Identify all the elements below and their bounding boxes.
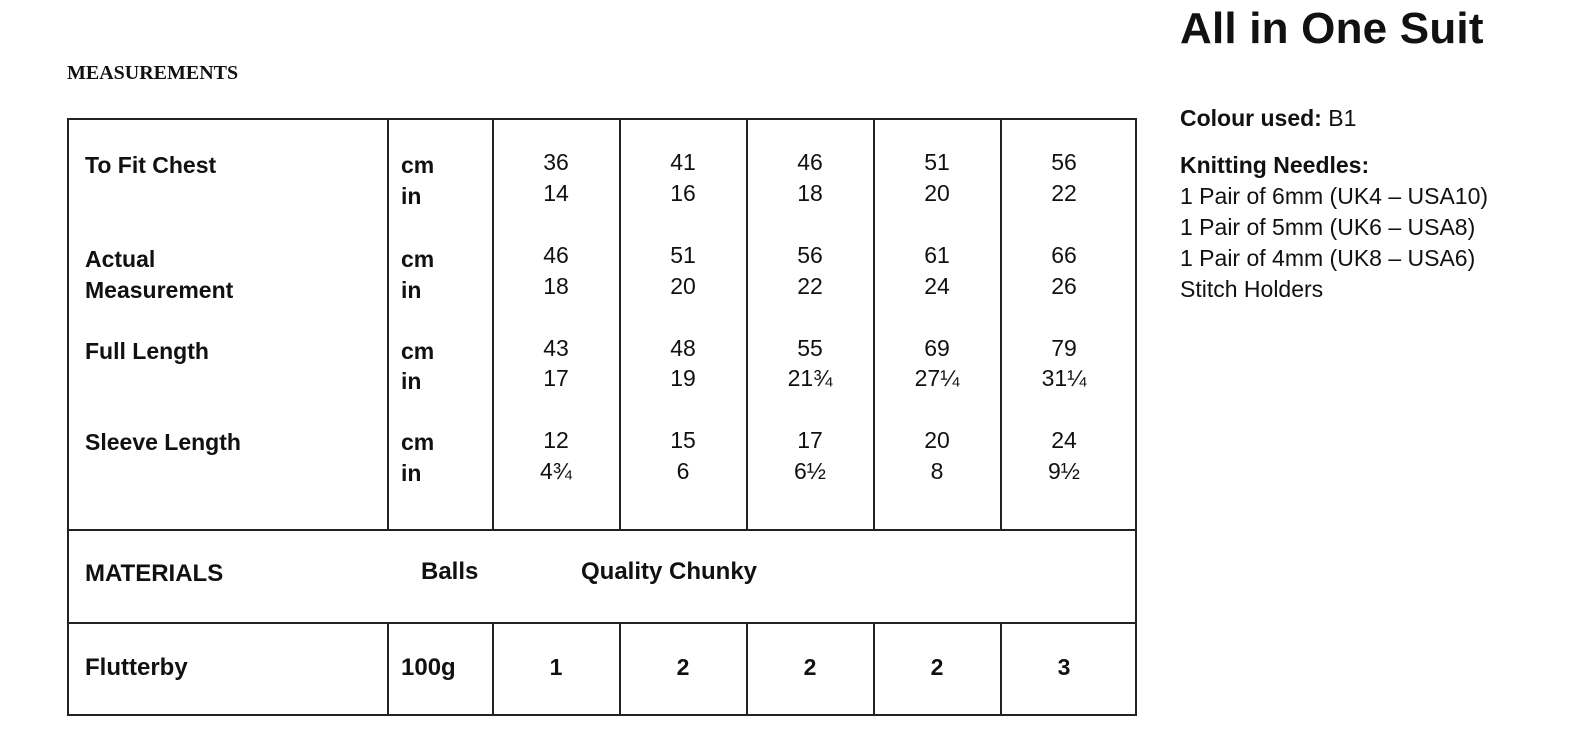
cell-value: 66 (1051, 242, 1077, 268)
cell-value: 31¼ (1041, 365, 1087, 391)
cell-value: 18 (797, 180, 823, 206)
cell-value: 9½ (1048, 458, 1080, 484)
colour-label: Colour used: (1180, 105, 1322, 131)
cell-value: 24 (1051, 427, 1077, 453)
yarn-weight: 100g (401, 654, 456, 681)
balls-label: Balls (421, 558, 479, 585)
needle-item: Stitch Holders (1180, 276, 1324, 302)
cell-value: 27¼ (914, 365, 960, 391)
cell-value: 14 (543, 180, 569, 206)
cell-value: 56 (1051, 149, 1077, 175)
cell-value: 12 (543, 427, 569, 453)
cell-value: 18 (543, 273, 569, 299)
unit-cm: cm (401, 152, 435, 178)
cell-value: 26 (1051, 273, 1077, 299)
cell-value: 55 (797, 335, 823, 361)
cell-value: 21¾ (787, 365, 833, 391)
cell-value: 69 (924, 335, 950, 361)
yarn-name: Flutterby (85, 654, 188, 681)
cell-value: 19 (670, 365, 696, 391)
unit-in: in (401, 368, 422, 394)
specs-panel (1180, 103, 1488, 305)
unit-cm: cm (401, 429, 435, 455)
balls-count: 2 (676, 654, 690, 680)
cell-value: 24 (924, 273, 950, 299)
colour-value: B1 (1328, 105, 1357, 131)
balls-count: 1 (549, 654, 563, 680)
cell-value: 17 (543, 365, 569, 391)
cell-value: 56 (797, 242, 823, 268)
row-label-to-fit-chest: To Fit Chest (85, 152, 217, 178)
cell-value: 36 (543, 149, 569, 175)
balls-count: 2 (930, 654, 944, 680)
cell-value: 17 (797, 427, 823, 453)
unit-cm: cm (401, 338, 435, 364)
cell-value: 20 (924, 427, 950, 453)
cell-value: 43 (543, 335, 569, 361)
row-label-sleeve-length: Sleeve Length (85, 429, 241, 455)
cell-value: 6½ (794, 458, 826, 484)
unit-in: in (401, 277, 422, 303)
cell-value: 16 (670, 180, 696, 206)
cell-value: 15 (670, 427, 696, 453)
row-label-full-length: Full Length (85, 338, 209, 364)
balls-count: 3 (1057, 654, 1071, 680)
unit-cm: cm (401, 246, 435, 272)
colour-row (1180, 103, 1488, 134)
cell-value: 79 (1051, 335, 1077, 361)
cell-value: 20 (924, 180, 950, 206)
page-title: All in One Suit (1180, 4, 1484, 53)
unit-in: in (401, 183, 422, 209)
cell-value: 51 (670, 242, 696, 268)
needles-label: Knitting Needles: (1180, 152, 1370, 178)
cell-value: 22 (797, 273, 823, 299)
materials-label: MATERIALS (85, 560, 224, 587)
cell-value: 46 (797, 149, 823, 175)
cell-value: 20 (670, 273, 696, 299)
cell-value: 51 (924, 149, 950, 175)
needle-item: 1 Pair of 6mm (UK4 – USA10) (1180, 183, 1489, 209)
unit-in: in (401, 460, 422, 486)
measurements-table (67, 118, 1137, 716)
cell-value: 61 (924, 242, 950, 268)
cell-value: 48 (670, 335, 696, 361)
cell-value: 46 (543, 242, 569, 268)
row-label-actual-measurement: Actual (85, 246, 156, 272)
cell-value: 6 (676, 458, 690, 484)
cell-value: 41 (670, 149, 696, 175)
cell-value: 8 (930, 458, 944, 484)
needle-item: 1 Pair of 4mm (UK8 – USA6) (1180, 245, 1476, 271)
cell-value: 22 (1051, 180, 1077, 206)
balls-count: 2 (803, 654, 817, 680)
row-label-actual-measurement-line2: Measurement (85, 277, 234, 303)
cell-value: 4¾ (540, 458, 572, 484)
measurements-heading: MEASUREMENTS (67, 62, 239, 84)
quality-label: Quality Chunky (581, 558, 758, 585)
needle-item: 1 Pair of 5mm (UK6 – USA8) (1180, 214, 1476, 240)
